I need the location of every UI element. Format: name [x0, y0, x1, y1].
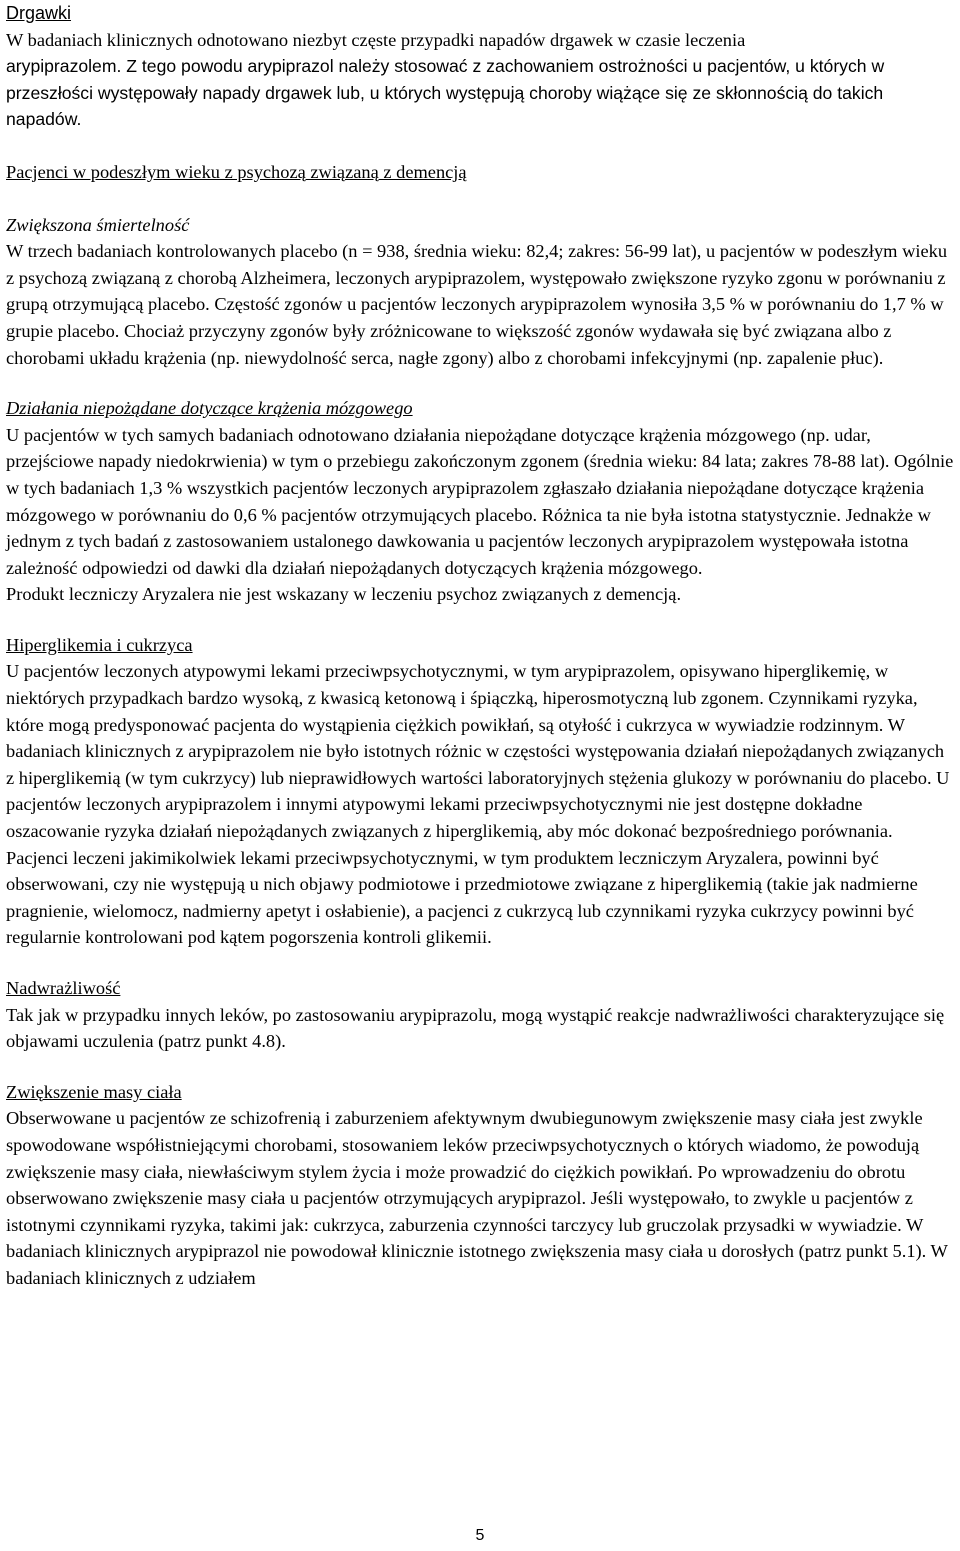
paragraph-weight: Obserwowane u pacjentów ze schizofrenią i zaburzeniem afektywnym dwubiegunowym zwiększenie masy ciała jest zwykle spowodowane współistniejącymi chorobami, stosowaniem leków przeciwpsychotycznych o których wiadomo, że powodują zwiększenie masy ciała, niewłaściwym stylem życia i może prowadzić do ciężkich powikłań. Po wprowadzeniu do obrotu obserwowano zwiększenie masy ciała u pacjentów otrzymujących arypiprazol. Jeśli występowało, to zwykle u pacjentów z istotnymi czynnikami ryzyka, takimi jak: cukrzyca, zaburzenia czynności tarczycy lub gruczolak przysadki w wywiadzie. W badaniach klinicznych arypiprazol nie powodował klinicznie istotnego zwiększenia masy ciała u dorosłych (patrz punkt 5.1). W badaniach klinicznych z udziałem — [6, 1108, 948, 1288]
paragraph-cerebrovascular-note: Produkt leczniczy Aryzalera nie jest wskazany w leczeniu psychoz związanych z demencją. — [6, 584, 682, 605]
heading-hypersensitivity: Nadwrażliwość — [6, 978, 121, 998]
heading-hyperglycemia: Hiperglikemia i cukrzyca — [6, 634, 193, 655]
page-number: 5 — [475, 1527, 485, 1544]
heading-weight: Zwiększenie masy ciała — [6, 1081, 182, 1102]
paragraph-drgawki: arypiprazolem. Z tego powodu arypiprazol należy stosować z zachowaniem ostrożności u pacjentów, u których w przeszłości występowały napady drgawek lub, u których występują choroby wiążące się ze skłonnością do takich napadów. — [6, 56, 885, 130]
section-drgawki — [6, 0, 954, 133]
paragraph-drgawki-line1: W badaniach klinicznych odnotowano niezbyt częste przypadki napadów drgawek w czasie leczenia — [6, 29, 746, 50]
heading-drgawki: Drgawki — [6, 3, 72, 23]
paragraph-hypersensitivity: Tak jak w przypadku innych leków, po zastosowaniu arypiprazolu, mogą wystąpić reakcje nadwrażliwości charakteryzujące się objawami uczulenia (patrz punkt 4.8). — [6, 1004, 945, 1052]
paragraph-dementia: W trzech badaniach kontrolowanych placebo (n = 938, średnia wieku: 82,4; zakres: 56-99 lat), u pacjentów w podeszłym wieku z psychozą związaną z chorobą Alzheimera, leczonych arypiprazolem, występowało zwiększone ryzyko zgonu w porównaniu z grupą otrzymującą placebo. Częstość zgonów u pacjentów leczonych arypiprazolem wynosiła 3,5 % w porównaniu do 1,7 % w grupie placebo. Chociaż przyczyny zgonów były zróżnicowane to większość zgonów wydawała się być związana albo z chorobami układu krążenia (np. niewydolność serca, nagłe zgony) albo z chorobami infekcyjnymi (np. zapalenie płuc). — [6, 241, 948, 368]
section-cerebrovascular — [6, 395, 954, 608]
heading-dementia: Pacjenci w podeszłym wieku z psychozą związaną z demencją — [6, 161, 467, 182]
section-hypersensitivity — [6, 975, 954, 1055]
section-dementia — [6, 159, 954, 371]
paragraph-cerebrovascular: U pacjentów w tych samych badaniach odnotowano działania niepożądane dotyczące krążenia mózgowego (np. udar, przejściowe napady niedokrwienia) w tym o przebiegu zakończonym zgonem (średnia wieku: 84 lata; zakres 78-88 lat). Ogólnie w tych badaniach 1,3 % wszystkich pacjentów leczonych arypiprazolem zgłaszało działania niepożądane dotyczące krążenia mózgowego w porównaniu do 0,6 % pacjentów otrzymujących placebo. Różnica ta nie była istotna statystycznie. Jednakże w jednym z tych badań z zastosowaniem ustalonego dawkowania u pacjentów leczonych arypiprazolem występowała istotna zależność odpowiedzi od dawki dla działań niepożądanych dotyczących krążenia mózgowego. — [6, 424, 954, 578]
section-weight — [6, 1079, 954, 1292]
paragraph-hyperglycemia: U pacjentów leczonych atypowymi lekami przeciwpsychotycznymi, w tym arypiprazolem, opisywano hiperglikemię, w niektórych przypadkach bardzo wysoką, z kwasicą ketonową i śpiączką, hiperosmotyczną lub zgonem. Czynnikami ryzyka, które mogą predysponować pacjenta do wystąpienia ciężkich powikłań, są otyłość i cukrzyca w wywiadzie rodzinnym. W badaniach klinicznych z arypiprazolem nie było istotnych różnic w częstości występowania działań niepożądanych związanych z hiperglikemią (w tym cukrzycy) lub nieprawidłowych wartości laboratoryjnych stężenia glukozy w porównaniu do placebo. U pacjentów leczonych arypiprazolem i innymi atypowymi lekami przeciwpsychotycznymi nie jest dostępne dokładne oszacowanie ryzyka działań niepożądanych związanych z hiperglikemią, aby móc dokonać bezpośredniego porównania. Pacjenci leczeni jakimikolwiek lekami przeciwpsychotycznymi, w tym produktem leczniczym Aryzalera, powinni być obserwowani, czy nie występują u nich objawy podmiotowe i przedmiotowe związane z hiperglikemią (takie jak nadmierne pragnienie, wielomocz, nadmierny apetyt i osłabienie), a pacjenci z cukrzycą lub czynnikami ryzyka cukrzycy powinni być regularnie kontrolowani pod kątem pogorszenia kontroli glikemii. — [6, 661, 950, 948]
document-page — [6, 0, 954, 1316]
subheading-mortality: Zwiększona śmiertelność — [6, 214, 190, 235]
section-hyperglycemia — [6, 632, 954, 951]
heading-cerebrovascular: Działania niepożądane dotyczące krążenia mózgowego — [6, 398, 413, 419]
spacer — [6, 186, 954, 212]
